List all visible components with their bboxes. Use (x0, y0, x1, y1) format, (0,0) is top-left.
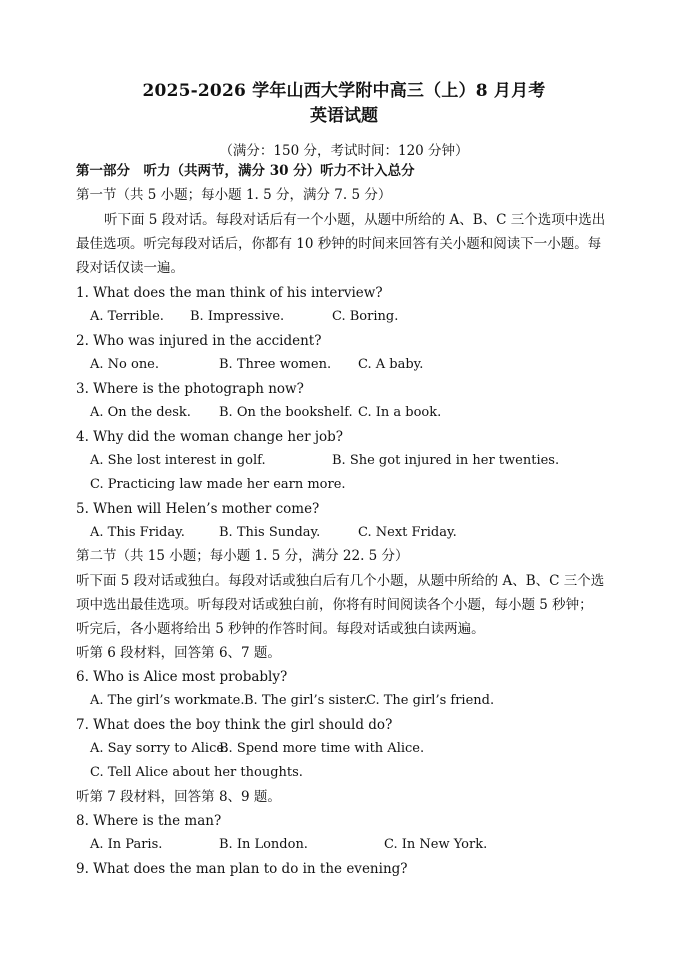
material-6-note: 听第 6 段材料，回答第 6、7 题。 (76, 645, 281, 661)
question-2-option-c: C. A baby. (358, 357, 424, 372)
question-8-option-a: A. In Paris. (90, 837, 163, 852)
question-2-option-b: B. Three women. (219, 357, 332, 372)
exam-subject: 英语试题 (310, 106, 378, 126)
question-8-option-c: C. In New York. (384, 837, 488, 852)
section1-instructions-line3: 段对话仅读一遍。 (76, 260, 184, 276)
section2-heading: 第二节（共 15 小题；每小题 1. 5 分，满分 22. 5 分） (76, 548, 409, 564)
question-2-stem: 2. Who was injured in the accident? (76, 333, 322, 349)
question-3-option-a: A. On the desk. (90, 405, 191, 420)
question-7-option-a: A. Say sorry to Alice. (90, 741, 229, 756)
question-6-option-a: A. The girl’s workmate. (90, 693, 245, 708)
question-3-stem: 3. Where is the photograph now? (76, 381, 304, 397)
question-7-option-c: C. Tell Alice about her thoughts. (90, 765, 303, 780)
material-7-note: 听第 7 段材料，回答第 8、9 题。 (76, 789, 281, 805)
section2-instructions-line3: 听完后，各小题将给出 5 秒钟的作答时间。每段对话或独白读两遍。 (76, 621, 485, 637)
section1-heading: 第一节（共 5 小题；每小题 1. 5 分，满分 7. 5 分） (76, 187, 392, 203)
section2-instructions-line2: 项中选出最佳选项。听每段对话或独白前，你将有时间阅读各个小题，每小题 5 秒钟； (76, 597, 593, 613)
question-9-stem: 9. What does the man plan to do in the evening? (76, 861, 408, 877)
question-6-option-c: C. The girl’s friend. (366, 693, 495, 708)
question-3-option-c: C. In a book. (358, 405, 442, 420)
question-4-option-a: A. She lost interest in golf. (90, 453, 266, 468)
question-5-option-b: B. This Sunday. (219, 525, 321, 540)
section1-instructions-line1: 听下面 5 段对话。每段对话后有一个小题，从题中所给的 A、B、C 三个选项中选出 (104, 212, 606, 228)
question-1-option-b: B. Impressive. (190, 309, 285, 324)
question-8-option-b: B. In London. (219, 837, 308, 852)
question-4-option-b: B. She got injured in her twenties. (332, 453, 560, 468)
section1-instructions-line2: 最佳选项。听完每段对话后，你都有 10 秒钟的时间来回答有关小题和阅读下一小题。每 (76, 236, 602, 252)
question-7-stem: 7. What does the boy think the girl should do? (76, 717, 393, 733)
question-5-option-a: A. This Friday. (90, 525, 185, 540)
exam-title: 2025-2026 学年山西大学附中高三（上）8 月月考 (142, 81, 546, 101)
question-3-option-b: B. On the bookshelf. (219, 405, 353, 420)
question-5-stem: 5. When will Helen’s mother come? (76, 501, 320, 517)
part1-heading: 第一部分 听力（共两节，满分 30 分）听力不计入总分 (76, 163, 415, 179)
question-4-option-c: C. Practicing law made her earn more. (90, 477, 346, 492)
question-8-stem: 8. Where is the man? (76, 813, 222, 829)
question-6-option-b: B. The girl’s sister. (244, 693, 368, 708)
question-6-stem: 6. Who is Alice most probably? (76, 669, 288, 685)
question-7-option-b: B. Spend more time with Alice. (219, 741, 425, 756)
question-2-option-a: A. No one. (90, 357, 160, 372)
question-5-option-c: C. Next Friday. (358, 525, 457, 540)
question-4-stem: 4. Why did the woman change her job? (76, 429, 344, 445)
question-1-option-c: C. Boring. (332, 309, 399, 324)
question-1-option-a: A. Terrible. (90, 309, 164, 324)
section2-instructions-line1: 听下面 5 段对话或独白。每段对话或独白后有几个小题，从题中所给的 A、B、C 三个选 (76, 573, 605, 589)
score-info: （满分：150 分，考试时间：120 分钟） (219, 143, 469, 159)
question-1-stem: 1. What does the man think of his interview? (76, 285, 383, 301)
